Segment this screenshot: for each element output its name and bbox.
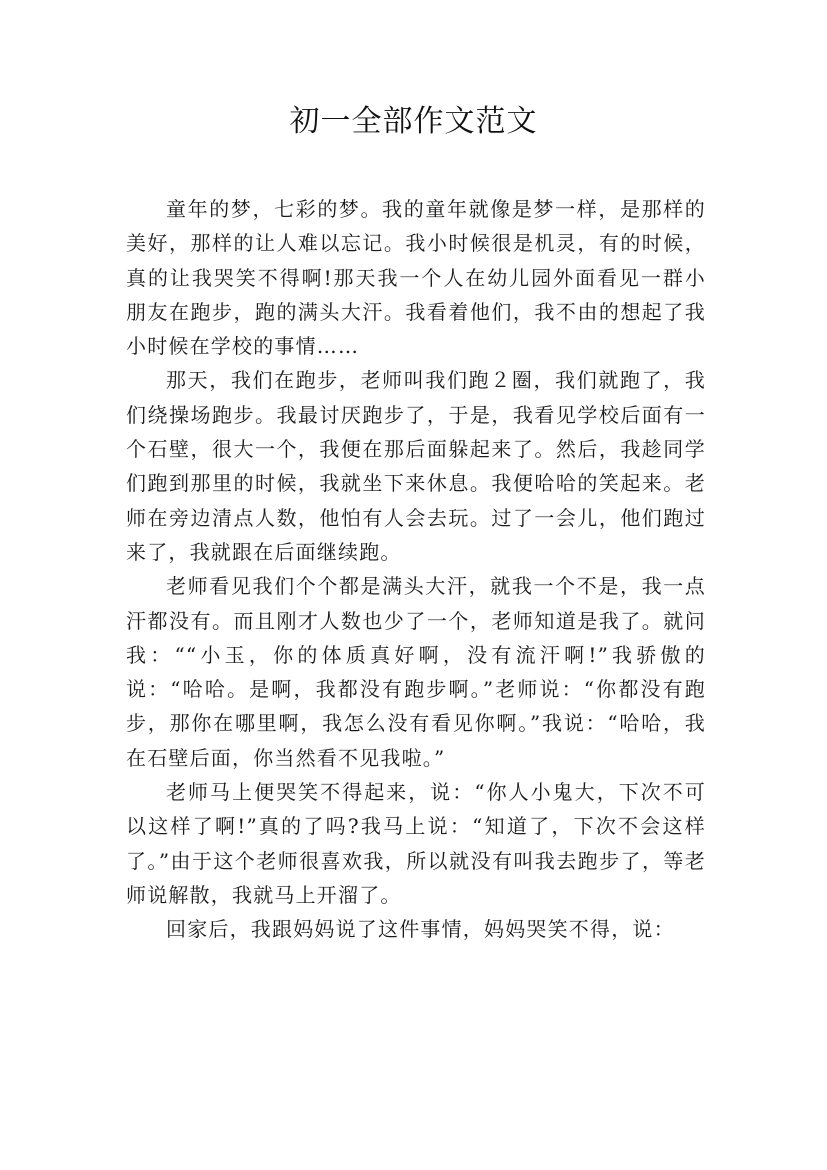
paragraph-2: 那天，我们在跑步，老师叫我们跑２圈，我们就跑了，我们绕操场跑步。我最讨厌跑步了，于是，我看见学校后面有一个石壁，很大一个，我便在那后面躲起来了。然后，我趁同学们跑到那里的时候，我就坐下来休息。我便哈哈的笑起来。老师在旁边清点人数，他怕有人会去玩。过了一会儿，他们跑过来了，我就跟在后面继续跑。	[126, 368, 706, 564]
paragraph-4: 老师马上便哭笑不得起来，说：“你人小鬼大，下次不可以这样了啊!”真的了吗?我马上说：“知道了，下次不会这样了。”由于这个老师很喜欢我，所以就没有叫我去跑步了，等老师说解散，我就马上开溜了。	[126, 780, 706, 907]
paragraph-1: 童年的梦，七彩的梦。我的童年就像是梦一样，是那样的美好，那样的让人难以忘记。我小时候很是机灵，有的时候，真的让我哭笑不得啊!那天我一个人在幼儿园外面看见一群小朋友在跑步，跑的满头大汗。我看着他们，我不由的想起了我小时候在学校的事情……	[126, 197, 706, 359]
document-body	[126, 192, 706, 947]
document-title: 初一全部作文范文	[289, 104, 538, 139]
paragraph-5: 回家后，我跟妈妈说了这件事情，妈妈哭笑不得，说：	[166, 917, 675, 942]
paragraph-3: 老师看见我们个个都是满头大汗，就我一个不是，我一点汗都没有。而且刚才人数也少了一个，老师知道是我了。就问我：““小玉，你的体质真好啊，没有流汗啊!”我骄傲的说：“哈哈。是啊，我都没有跑步啊。”老师说：“你都没有跑步，那你在哪里啊，我怎么没有看见你啊。”我说：“哈哈，我在石壁后面，你当然看不见我啦。”	[126, 574, 706, 770]
